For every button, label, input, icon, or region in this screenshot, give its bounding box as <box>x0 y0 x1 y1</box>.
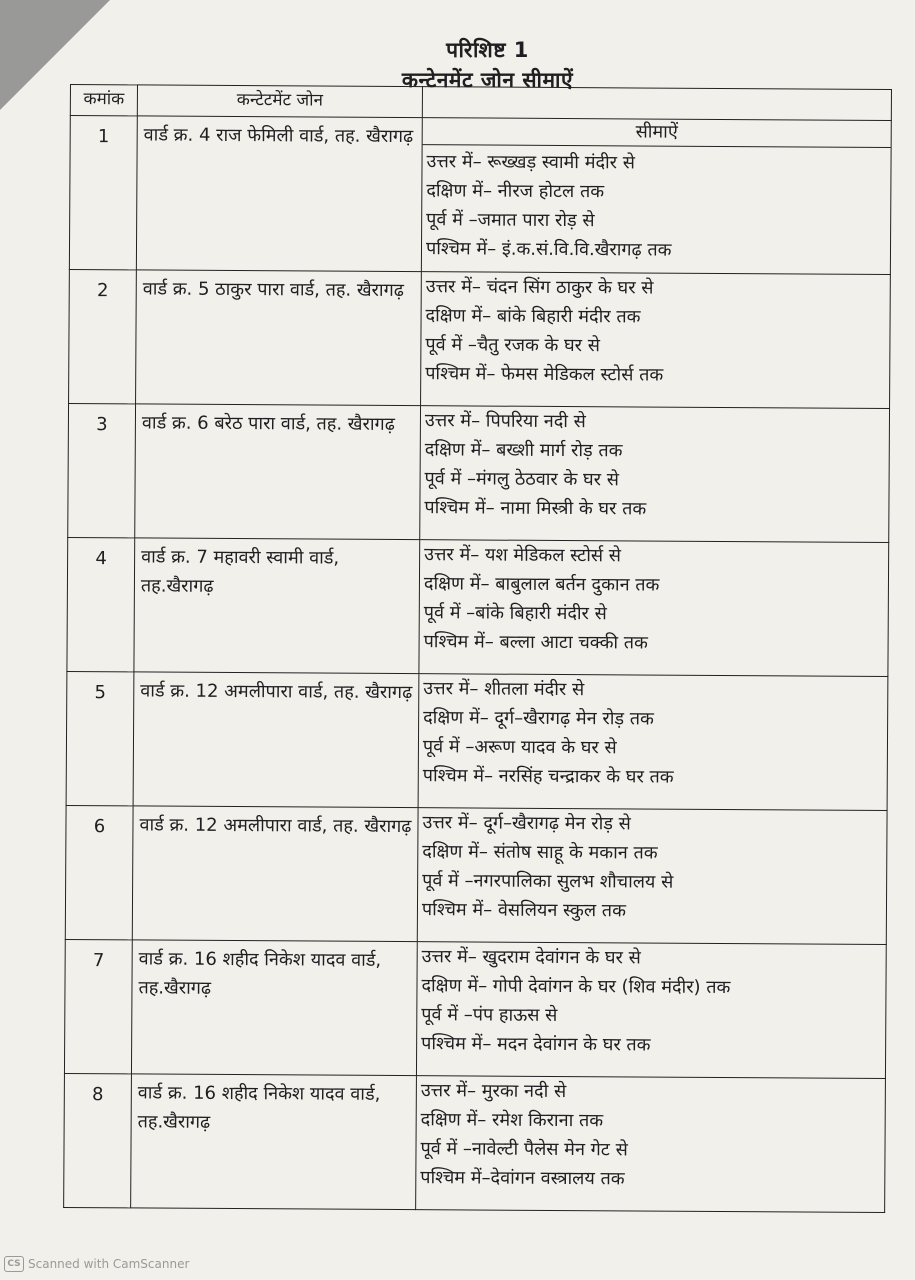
zone-boundaries <box>421 272 891 409</box>
boundary-north: उत्तर में– दूर्ग–खैरागढ़ मेन रोड़ से <box>422 812 631 835</box>
boundary-north: उत्तर में– पिपरिया नदी से <box>424 410 586 433</box>
boundary-west: पश्चिम में– नामा मिस्त्री के घर तक <box>424 497 647 520</box>
table-row <box>69 269 891 408</box>
boundary-east: पूर्व में –चैतु रजक के घर से <box>425 334 601 357</box>
boundary-south: दक्षिण में– बांके बिहारी मंदीर तक <box>425 305 641 328</box>
boundary-north: उत्तर में– यश मेडिकल स्टोर्स से <box>424 544 622 567</box>
table-row <box>65 805 887 944</box>
boundary-south: दक्षिण में– गोपी देवांगन के घर (शिव मंदीर) तक <box>421 975 731 999</box>
serial-number: 7 <box>64 939 132 1073</box>
table-row <box>68 403 890 542</box>
scanner-text: Scanned with CamScanner <box>28 1257 190 1271</box>
zone-boundaries <box>419 540 889 677</box>
serial-number: 4 <box>67 537 135 671</box>
table-row <box>69 116 891 275</box>
boundary-east: पूर्व में –जमात पारा रोड़ से <box>426 209 595 232</box>
containment-zone-table <box>63 84 892 1213</box>
boundary-south: दक्षिण में– बाबुलाल बर्तन दुकान तक <box>423 573 660 596</box>
boundary-north: उत्तर में– शीतला मंदीर से <box>423 678 585 701</box>
boundary-east: पूर्व में –बांके बिहारी मंदीर से <box>423 602 607 625</box>
boundary-south: दक्षिण में– बख्शी मार्ग रोड़ तक <box>424 439 623 462</box>
boundary-south: दक्षिण में– नीरज होटल तक <box>426 180 605 203</box>
boundary-west: पश्चिम में–देवांगन वस्त्रालय तक <box>420 1167 625 1190</box>
zone-boundaries <box>417 808 887 945</box>
boundary-east: पूर्व में –नगरपालिका सुलभ शौचालय से <box>422 870 674 893</box>
boundary-east: पूर्व में –नावेल्टी पैलेस मेन गेट से <box>420 1138 628 1161</box>
zone-boundaries <box>416 942 886 1079</box>
boundary-east: पूर्व में –अरूण यादव के घर से <box>422 736 617 759</box>
boundary-north: उत्तर में– खुदराम देवांगन के घर से <box>421 946 641 969</box>
table-row <box>66 671 888 810</box>
boundary-east: पूर्व में –पंप हाऊस से <box>421 1004 558 1026</box>
boundary-east: पूर्व में –मंगलु ठेठवार के घर से <box>424 468 620 491</box>
header-serial: कमांक <box>70 85 137 116</box>
serial-number: 2 <box>69 269 137 403</box>
zone-name: वार्ड क्र. 12 अमलीपारा वार्ड, तह. खैरागढ़ <box>132 806 418 942</box>
boundary-south: दक्षिण में– संतोष साहू के मकान तक <box>422 841 658 864</box>
document-subtitle: कन्टेनमेंट जोन सीमाऐं <box>401 68 574 92</box>
table-row <box>64 1073 886 1212</box>
boundary-west: पश्चिम में– नरसिंह चन्द्राकर के घर तक <box>422 765 674 788</box>
serial-number: 6 <box>65 805 133 939</box>
boundary-north: उत्तर में– मुरका नदी से <box>420 1080 567 1103</box>
zone-boundaries <box>421 118 891 275</box>
serial-number: 3 <box>68 403 136 537</box>
zone-name: वार्ड क्र. 7 महावरी स्वामी वार्ड, तह.खैरागढ़ <box>134 538 420 674</box>
boundary-west: पश्चिम में– वेसलियन स्कुल तक <box>421 899 626 922</box>
zone-name: वार्ड क्र. 12 अमलीपारा वार्ड, तह. खैरागढ़ <box>133 672 419 808</box>
zone-boundaries <box>418 674 888 811</box>
boundary-north: उत्तर में– रूख्खड़ स्वामी मंदीर से <box>426 151 636 174</box>
boundary-south: दक्षिण में– दूर्ग–खैरागढ़ मेन रोड़ तक <box>423 707 654 730</box>
zone-name: वार्ड क्र. 4 राज फेमिली वार्ड, तह. खैरागढ़ <box>136 116 422 272</box>
header-zone: कन्टेटमेंट जोन <box>137 85 422 118</box>
boundary-south: दक्षिण में– रमेश किराना तक <box>420 1109 604 1132</box>
table-row <box>64 939 886 1078</box>
zone-boundaries <box>416 1076 886 1213</box>
document-title: परिशिष्ट 1 <box>446 38 529 62</box>
zone-name: वार्ड क्र. 16 शहीद निकेश यादव वार्ड, तह.खैरागढ़ <box>131 1074 417 1210</box>
camscanner-logo-icon: CS <box>4 1256 24 1272</box>
header-limits: सीमाऐं <box>423 118 891 148</box>
boundary-west: पश्चिम में– बल्ला आटा चक्की तक <box>423 631 648 654</box>
boundary-north: उत्तर में– चंदन सिंग ठाकुर के घर से <box>425 276 654 299</box>
boundary-west: पश्चिम में– मदन देवांगन के घर तक <box>421 1033 651 1056</box>
table-header-row <box>70 85 891 121</box>
serial-number: 5 <box>66 671 134 805</box>
zone-name: वार्ड क्र. 16 शहीद निकेश यादव वार्ड, तह.खैरागढ़ <box>131 940 417 1076</box>
zone-boundaries <box>420 406 890 543</box>
serial-number: 1 <box>69 116 137 270</box>
scanner-watermark <box>4 1256 189 1272</box>
header-limits-spacer <box>422 87 891 121</box>
zone-name: वार्ड क्र. 6 बरेठ पारा वार्ड, तह. खैरागढ़ <box>135 404 421 540</box>
serial-number: 8 <box>64 1073 132 1207</box>
table-row <box>67 537 889 676</box>
boundary-west: पश्चिम में– इं.क.सं.वि.वि.खैरागढ़ तक <box>425 238 672 261</box>
boundary-west: पश्चिम में– फेमस मेडिकल स्टोर्स तक <box>425 363 664 386</box>
zone-name: वार्ड क्र. 5 ठाकुर पारा वार्ड, तह. खैरागढ़ <box>136 270 422 406</box>
